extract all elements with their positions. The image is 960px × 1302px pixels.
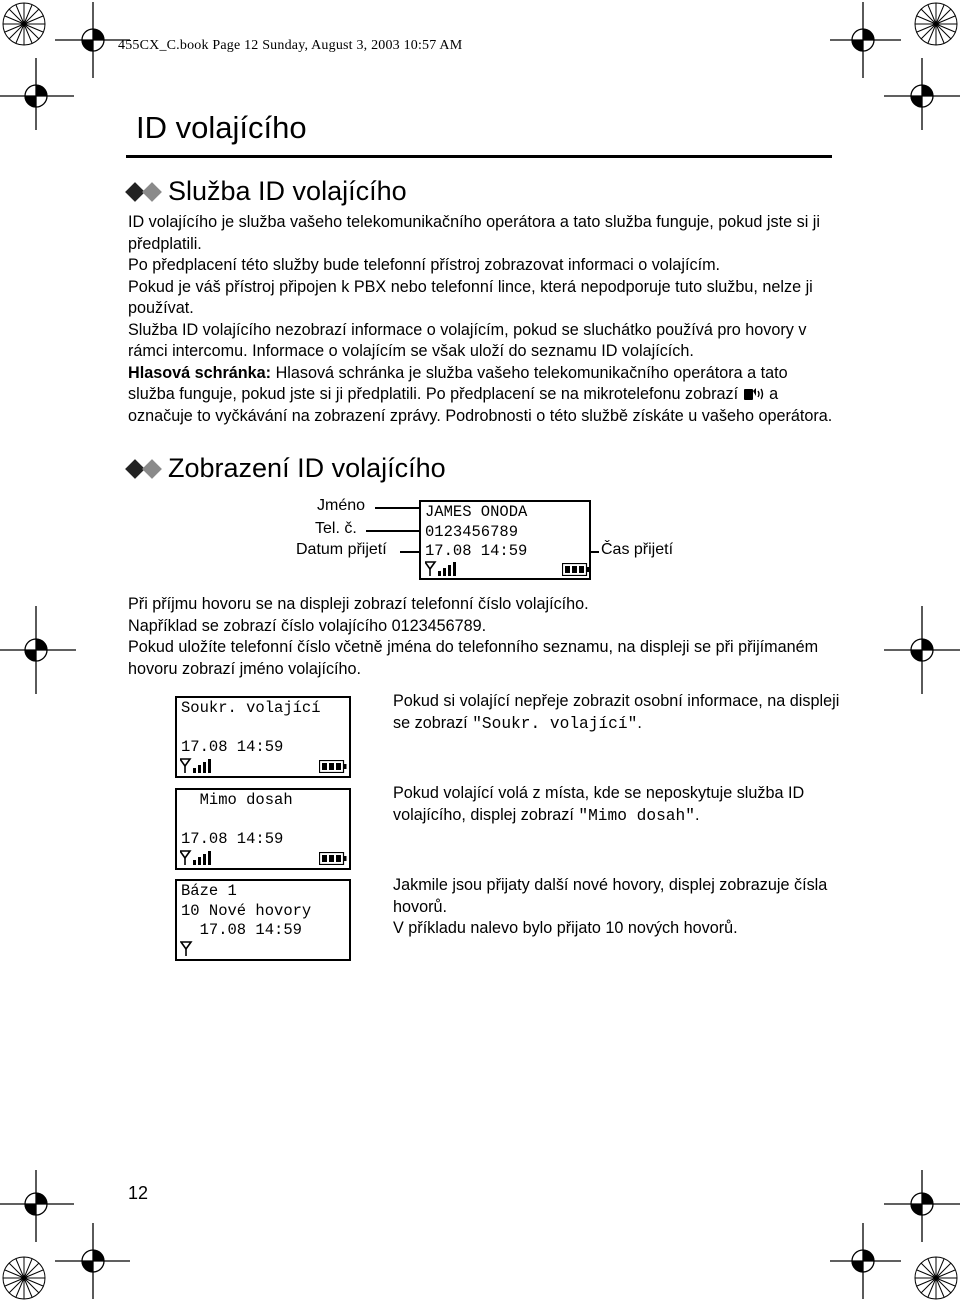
voicemail-label: Hlasová schránka: <box>128 363 272 382</box>
book-header-line: 455CX_C.book Page 12 Sunday, August 3, 2003 10:57 AM <box>118 38 463 53</box>
lcd-line <box>181 811 349 831</box>
paragraph: Pokud je váš přístroj připojen k PBX nebo telefonní lince, která nepodporuje tuto službu, nelze ji používat. <box>128 277 813 317</box>
example-private-text <box>393 691 843 735</box>
registration-mark-mid-left <box>0 600 80 700</box>
code-text: "Mimo dosah" <box>578 806 695 825</box>
section-heading-caller-id-display <box>128 453 446 484</box>
text-span: Pokud si volající nepřeje zobrazit osobní informace, na displeji se zobrazí <box>393 692 840 732</box>
battery-icon <box>319 852 347 865</box>
signal-strength-icon <box>180 850 212 866</box>
paragraph: Pokud uložíte telefonní číslo včetně jména do telefonního seznamu, na displeji se při přijímaném hovoru zobrazí jméno volajícího. <box>128 638 819 678</box>
label-time: Čas přijetí <box>601 541 674 558</box>
lcd-line: 10 Nové hovory <box>181 901 312 920</box>
lcd-line: Báze 1 <box>181 882 237 900</box>
section-heading-text: Služba ID volajícího <box>168 176 407 206</box>
signal-strength-icon <box>425 561 457 577</box>
lcd-line: Soukr. volající <box>181 699 321 717</box>
text-span: Pokud volající volá z místa, kde se neposkytuje služba ID volajícího, displej zobrazí <box>393 784 805 824</box>
registration-mark-bottom-left <box>0 1170 130 1302</box>
registration-mark-mid-right <box>880 600 960 700</box>
registration-mark-bottom-right <box>830 1170 960 1302</box>
lcd-display-new-calls <box>175 879 351 961</box>
lcd-line-datetime: 17.08 14:59 <box>425 542 528 560</box>
paragraph: V příkladu nalevo bylo přijato 10 nových hovorů. <box>393 919 738 937</box>
lcd-line: 17.08 14:59 <box>181 921 302 939</box>
diamond-bullet-icon <box>128 462 162 476</box>
lcd-line <box>181 719 349 739</box>
lcd-line: 17.08 14:59 <box>181 738 284 756</box>
lcd-line: 17.08 14:59 <box>181 830 284 848</box>
section-heading-text: Zobrazení ID volajícího <box>168 453 446 483</box>
section-heading-caller-id-service <box>128 176 407 207</box>
example-new-calls-text <box>393 875 843 940</box>
paragraph-voicemail <box>128 363 834 428</box>
label-date: Datum přijetí <box>296 541 387 558</box>
paragraph: Při příjmu hovoru se na displeji zobrazí telefonní číslo volajícího. <box>128 595 589 613</box>
leader-line-name <box>375 507 421 509</box>
paragraph: Jakmile jsou přijaty další nové hovory, displej zobrazuje čísla hovorů. <box>393 876 828 916</box>
paragraph: Po předplacení této služby bude telefonní přístroj zobrazovat informaci o volajícím. <box>128 256 721 274</box>
leader-line-date <box>400 551 421 553</box>
example-out-of-area-text <box>393 783 843 827</box>
section2-body <box>128 594 834 680</box>
code-text: "Soukr. volající" <box>472 714 638 733</box>
lcd-line: Mimo dosah <box>181 791 293 809</box>
leader-line-tel <box>366 530 421 532</box>
battery-icon <box>319 760 347 773</box>
battery-icon <box>562 563 590 576</box>
lcd-line-name: JAMES ONODA <box>425 503 528 521</box>
lcd-line-number: 0123456789 <box>425 522 519 541</box>
text-span: a označuje to vyčkávání na zobrazení zprávy. Podrobnosti o této službě získáte u vašeho operátora. <box>128 385 833 425</box>
signal-strength-icon <box>180 758 212 774</box>
paragraph <box>393 783 843 827</box>
title-rule <box>126 155 832 158</box>
text-span: . <box>694 805 700 824</box>
paragraph <box>393 691 843 735</box>
paragraph: Například se zobrazí číslo volajícího 0123456789. <box>128 616 487 635</box>
text-span: Hlasová schránka je služba vašeho telekomunikačního operátora a tato služba funguje, pokud jste si ji předplatili. Po předplacení se na mikrotelefonu zobrazí <box>128 363 788 403</box>
voicemail-icon <box>743 386 765 402</box>
section1-body <box>128 212 834 427</box>
label-tel: Tel. č. <box>315 520 357 537</box>
text-span: . <box>637 713 642 732</box>
page-number: 12 <box>128 1183 149 1203</box>
paragraph: ID volajícího je služba vašeho telekomunikačního operátora a tato služba funguje, pokud jste si ji předplatili. <box>128 213 820 253</box>
antenna-icon <box>180 941 194 957</box>
label-name: Jméno <box>317 497 366 514</box>
paragraph: Služba ID volajícího nezobrazí informace o volajícím, pokud se sluchátko používá pro hovory v rámci intercomu. Informace o volajícím se však uloží do seznamu ID volajících. <box>128 320 807 360</box>
page-title: ID volajícího <box>136 110 307 145</box>
registration-mark-top-right <box>830 0 960 130</box>
diamond-bullet-icon <box>128 185 162 199</box>
registration-mark-top-left <box>0 0 130 130</box>
